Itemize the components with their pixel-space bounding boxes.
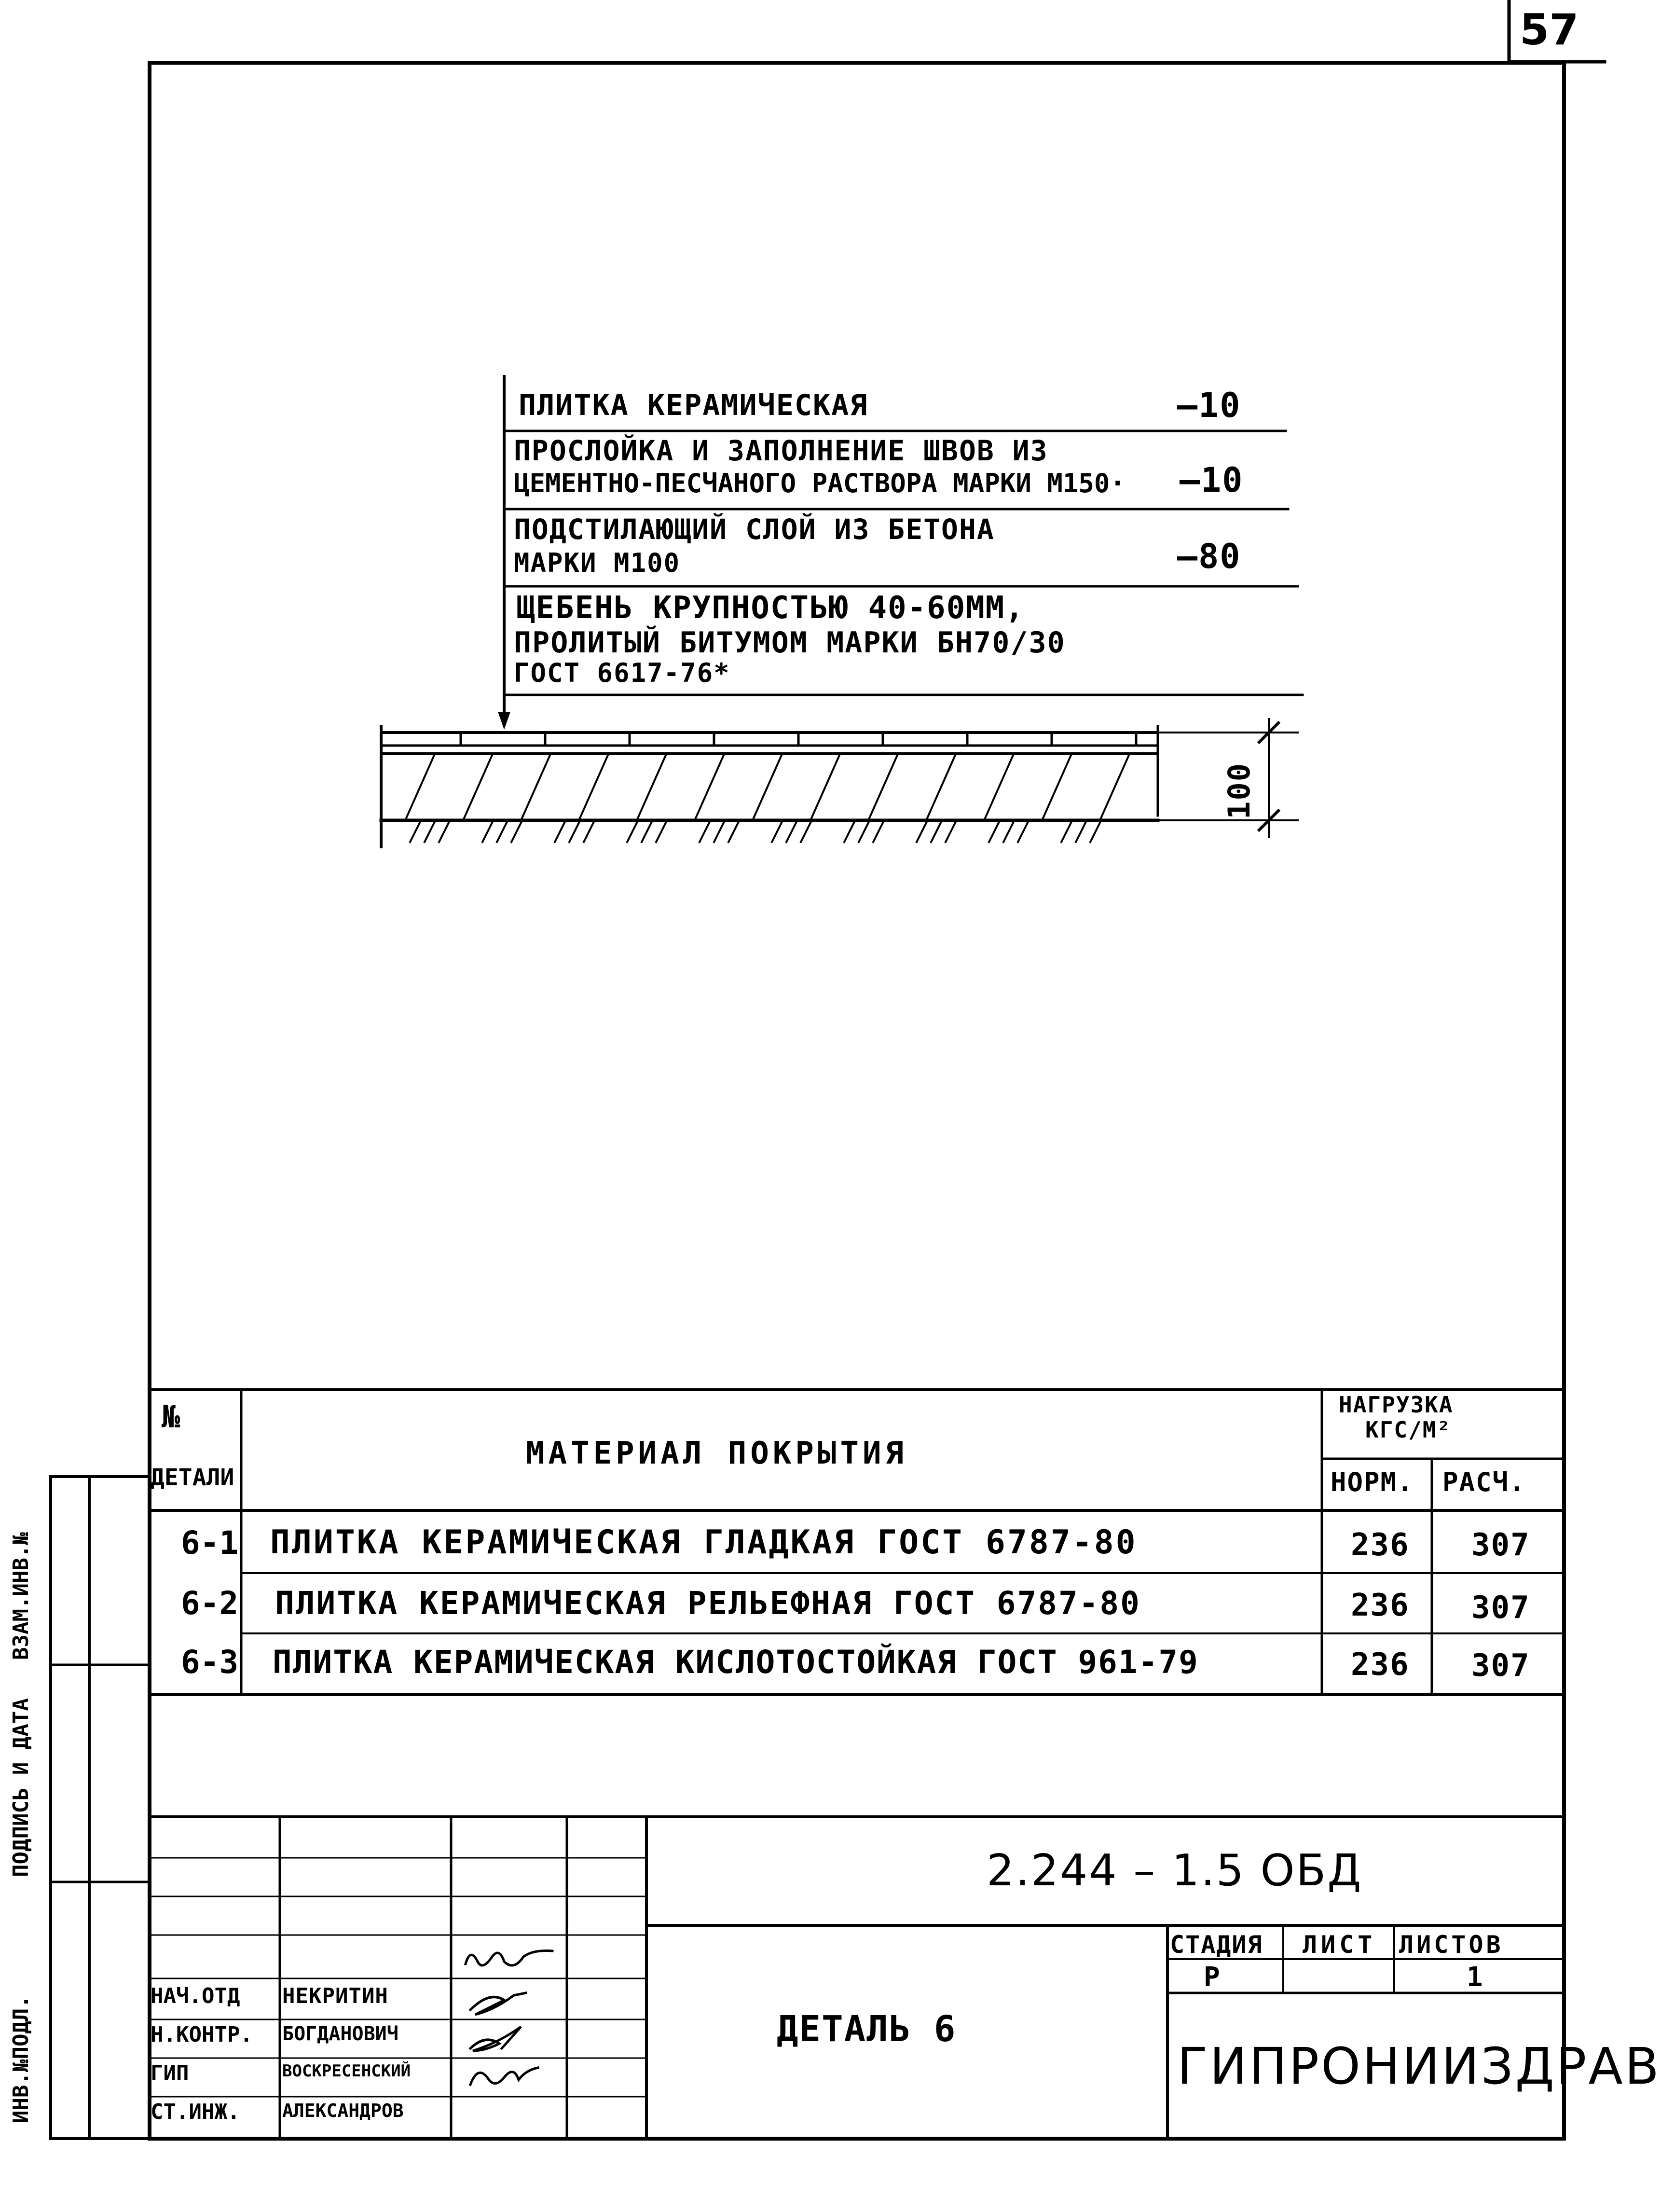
layer-4-text-line2: ПРОЛИТЫЙ БИТУМОМ МАРКИ БН70/30 (514, 626, 1066, 660)
table-header-no2: ДЕТАЛИ (151, 1464, 234, 1491)
layer-1-text: ПЛИТКА КЕРАМИЧЕСКАЯ (519, 388, 868, 422)
sheets-value: 1 (1467, 1962, 1484, 1993)
table-row-2-norm: 236 (1351, 1588, 1410, 1623)
sheet-label: ЛИСТ (1303, 1931, 1376, 1959)
doc-code: 2.244 – 1.5 ОБД (987, 1845, 1363, 1896)
table-row-1-calc: 307 (1471, 1527, 1530, 1563)
table-header-norm: НОРМ. (1331, 1467, 1414, 1497)
role-st-inzh: СТ.ИНЖ. (151, 2100, 240, 2124)
name-bogdanovich: БОГДАНОВИЧ (282, 2023, 398, 2045)
sheets-label: ЛИСТОВ (1399, 1931, 1504, 1959)
table-row-2-calc: 307 (1471, 1590, 1530, 1626)
name-nekritin: НЕКРИТИН (282, 1984, 388, 2008)
dimension-label: 100 (1221, 762, 1257, 819)
name-voskresensky: ВОСКРЕСЕНСКИЙ (282, 2061, 411, 2081)
table-row-3-material: ПЛИТКА КЕРАМИЧЕСКАЯ КИСЛОТОСТОЙКАЯ ГОСТ 961-79 (273, 1644, 1199, 1681)
role-gip: ГИП (151, 2061, 189, 2086)
table-row-1-no: 6-1 (181, 1524, 239, 1562)
table-header-load: НАГРУЗКА (1339, 1392, 1454, 1418)
sheet-number: 57 (1520, 5, 1579, 55)
layer-4-text-line3: ГОСТ 6617-76* (514, 658, 730, 688)
layer-3-text-line1: ПОДСТИЛАЮЩИЙ СЛОЙ ИЗ БЕТОНА (514, 513, 995, 546)
layer-3-thickness: —80 (1177, 537, 1241, 576)
table-row-3-calc: 307 (1471, 1648, 1530, 1684)
layer-3-text-line2: МАРКИ М100 (514, 548, 681, 578)
layer-2-text-line1: ПРОСЛОЙКА И ЗАПОЛНЕНИЕ ШВОВ ИЗ (514, 434, 1048, 467)
table-header-calc: РАСЧ. (1442, 1467, 1526, 1497)
table-row-3-no: 6-3 (181, 1644, 239, 1681)
table-row-2-material: ПЛИТКА КЕРАМИЧЕСКАЯ РЕЛЬЕФНАЯ ГОСТ 6787-80 (275, 1585, 1141, 1622)
drawing-title: ДЕТАЛЬ 6 (777, 2008, 957, 2050)
table-header-load-unit: КГС/М² (1365, 1417, 1452, 1443)
side-label-inv-podl: ИНВ.№ПОДЛ. (9, 1995, 33, 2123)
side-label-podpis-data: ПОДПИСЬ И ДАТА (9, 1698, 33, 1877)
table-row-1-norm: 236 (1351, 1527, 1410, 1563)
table-row-3-norm: 236 (1351, 1647, 1410, 1683)
signature-aleksandrov (470, 2068, 538, 2085)
layer-2-text-line2: ЦЕМЕНТНО-ПЕСЧАНОГО РАСТВОРА МАРКИ М150· (514, 468, 1126, 498)
signature-voskresensky (470, 2027, 521, 2051)
organization-name: ГИПРОНИИЗДРАВ (1177, 2037, 1661, 2096)
table-header-material: МАТЕРИАЛ ПОКРЫТИЯ (526, 1436, 908, 1471)
stage-label: СТАДИЯ (1170, 1931, 1263, 1959)
layer-1-thickness: —10 (1177, 386, 1241, 425)
side-label-vzam-inv: ВЗАМ.ИНВ.№ (9, 1532, 33, 1660)
layer-2-thickness: —10 (1180, 460, 1244, 500)
signature-nekritin (466, 1951, 552, 1966)
signature-bogdanovich (470, 1993, 526, 2015)
table-row-1-material: ПЛИТКА КЕРАМИЧЕСКАЯ ГЛАДКАЯ ГОСТ 6787-80 (270, 1523, 1138, 1562)
stage-value: Р (1204, 1962, 1221, 1993)
name-aleksandrov: АЛЕКСАНДРОВ (282, 2100, 404, 2121)
layer-4-text-line1: ЩЕБЕНЬ КРУПНОСТЬЮ 40-60ММ, (516, 590, 1025, 626)
table-row-2-no: 6-2 (181, 1585, 239, 1622)
role-n-kontr: Н.КОНТР. (151, 2022, 253, 2047)
role-nach-otd: НАЧ.ОТД (151, 1984, 240, 2008)
table-header-no: № (162, 1399, 181, 1435)
